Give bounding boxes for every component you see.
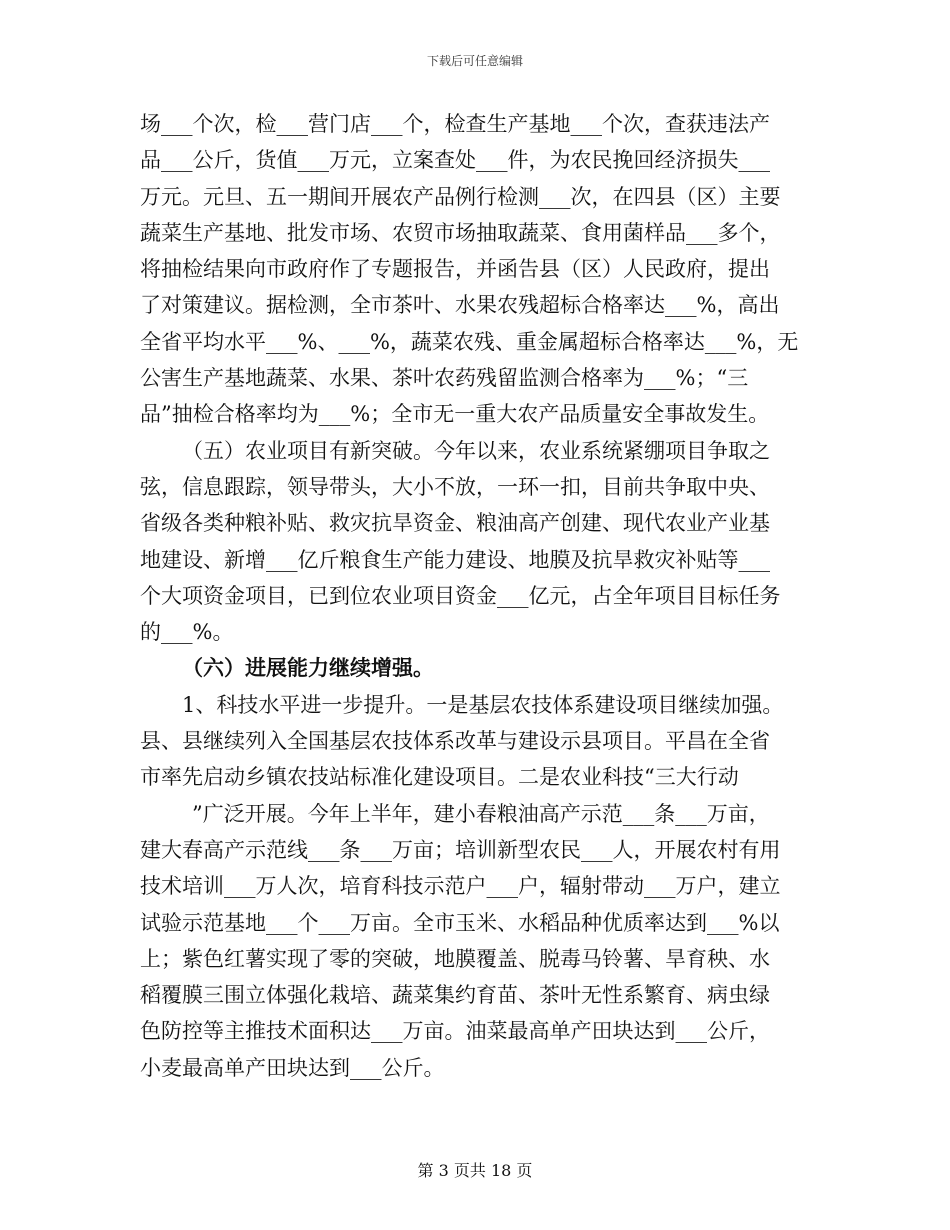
text-line: 色防控等主推技术面积达___万亩。油菜最高单产田块达到___公斤， xyxy=(140,1019,770,1044)
text-line: 蔬菜生产基地、批发市场、农贸市场抽取蔬菜、食用菌样品___多个， xyxy=(140,220,781,245)
text-line: 小麦最高单产田块达到___公斤。 xyxy=(140,1055,445,1080)
text-line: 地建设、新增___亿斤粮食生产能力建设、地膜及抗旱救灾补贴等___ xyxy=(140,547,770,572)
text-line: ”广泛开展。今年上半年，建小春粮油高产示范___条___万亩， xyxy=(192,801,770,826)
body-text xyxy=(140,106,805,1086)
text-line: 个大项资金项目，已到位农业项目资金___亿元，占全年项目目标任务 xyxy=(140,583,781,608)
text-line: 将抽检结果向市政府作了专题报告，并函告县（区）人民政府，提出 xyxy=(140,257,770,282)
text-line: 建大春高产示范线___条___万亩；培训新型农民___人，开展农村有用 xyxy=(140,837,781,862)
section-heading: （六）进展能力继续增强。 xyxy=(182,655,434,681)
paragraph-start-line: 1、科技水平进一步提升。一是基层农技体系建设项目继续加强。 xyxy=(182,692,784,717)
page-header: 下载后可任意编辑 xyxy=(426,54,523,68)
text-line: 品”抽检合格率均为___%；全市无一重大农产品质量安全事故发生。 xyxy=(140,402,770,427)
text-line: 市率先启动乡镇农技站标准化建设项目。二是农业科技“三大行动 xyxy=(140,765,739,790)
text-line: 技术培训___万人次，培育科技示范户___户，辐射带动___万户，建立 xyxy=(140,874,781,899)
text-line: 的___%。 xyxy=(140,620,234,645)
text-line: 省级各类种粮补贴、救灾抗旱资金、粮油高产创建、现代农业产业基 xyxy=(140,511,770,536)
text-line: 试验示范基地___个___万亩。全市玉米、水稻品种优质率达到___%以 xyxy=(140,910,780,935)
text-line: 县、县继续列入全国基层农技体系改革与建设示县项目。平昌在全省 xyxy=(140,729,770,754)
text-line: 全省平均水平___%、___%，蔬菜农残、重金属超标合格率达___%，无 xyxy=(140,329,799,354)
paragraph-start-line: （五）农业项目有新突破。今年以来，农业系统紧绷项目争取之 xyxy=(182,438,770,463)
text-line: 公害生产基地蔬菜、水果、茶叶农药残留监测合格率为___%；“三 xyxy=(140,366,749,391)
text-line: 稻覆膜三围立体强化栽培、蔬菜集约育苗、茶叶无性系繁育、病虫绿 xyxy=(140,983,770,1008)
text-line: 万元。元旦、五一期间开展农产品例行检测___次，在四县（区）主要 xyxy=(140,184,781,209)
text-line: 品___公斤，货值___万元，立案查处___件，为农民挽回经济损失___ xyxy=(140,148,770,173)
text-line: 上；紫色红薯实现了零的突破，地膜覆盖、脱毒马铃薯、旱育秧、水 xyxy=(140,946,770,971)
page-footer: 第 3 页共 18 页 xyxy=(417,1161,533,1180)
text-line: 了对策建议。据检测，全市茶叶、水果农残超标合格率达___%，高出 xyxy=(140,293,780,318)
text-line: 弦，信息跟踪，领导带头，大小不放，一环一扣，目前共争取中央、 xyxy=(140,474,770,499)
text-line: 场___个次，检___营门店___个，检查生产基地___个次，查获违法产 xyxy=(140,112,770,136)
